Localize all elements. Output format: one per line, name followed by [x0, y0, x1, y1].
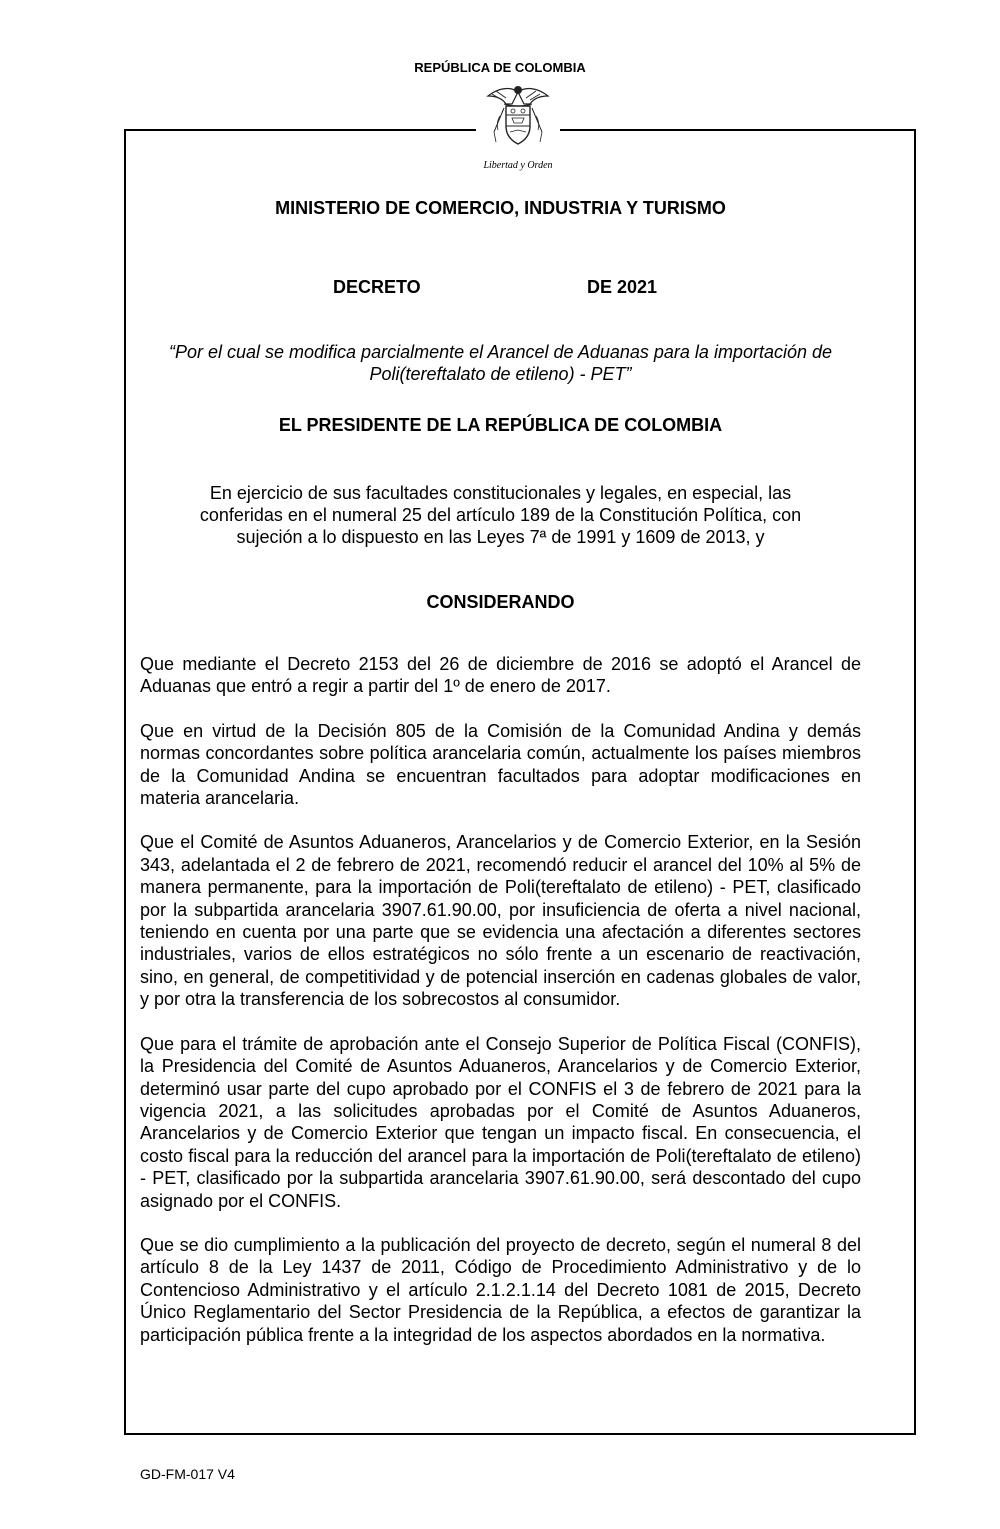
considering-paragraph: Que se dio cumplimiento a la publicación del proyecto de decreto, según el numeral 8 del artículo 8 de la Ley 1437 de 2011, Código de Procedimiento Administrativo y de lo Contencioso Administrativo y el artículo 2.1.2.1.14 del Decreto 1081 de 2015, Decreto Único Reglamentario del Sector Presidencia de la República, a efectos de garantizar la participación pública frente a la integridad de los aspectos abordados en la normativa.: [140, 1234, 861, 1345]
faculties-text: En ejercicio de sus facultades constitucionales y legales, en especial, las conferidas en el numeral 25 del artículo 189 de la Constitución Política, con sujeción a lo dispuesto en las Leyes 7ª de 1991 y 1609 de 2013, y: [199, 483, 802, 547]
decree-label: DECRETO: [333, 277, 421, 297]
form-code: GD-FM-017 V4: [140, 1466, 235, 1482]
considering-paragraph: Que para el trámite de aprobación ante el Consejo Superior de Política Fiscal (CONFIS), la Presidencia del Comité de Asuntos Aduaneros, Arancelarios y de Comercio Exterior, determinó usar parte del cupo aprobado por el CONFIS el 3 de febrero de 2021 para la vigencia 2021, a las solicitudes aprobadas por el Comité de Asuntos Aduaneros, Arancelarios y de Comercio Exterior que tengan un impacto fiscal. En consecuencia, el costo fiscal para la reducción del arancel para la importación de Poli(tereftalato de etileno) - PET, clasificado por la subpartida arancelaria 3907.61.90.00, será descontado del cupo asignado por el CONFIS.: [140, 1033, 861, 1211]
colombia-coat-of-arms-icon: [482, 82, 554, 162]
document-body: [140, 198, 861, 1346]
considering-paragraph: Que mediante el Decreto 2153 del 26 de diciembre de 2016 se adoptó el Arancel de Aduanas que entró a regir a partir del 1º de enero de 2017.: [140, 654, 861, 697]
considering-paragraph: Que el Comité de Asuntos Aduaneros, Arancelarios y de Comercio Exterior, en la Sesión 343, adelantada el 2 de febrero de 2021, recomendó reducir el arancel del 10% al 5% de manera permanente, para la importación de Poli(tereftalato de etileno) - PET, clasificado por la subpartida arancelaria 3907.61.90.00, por insuficiencia de oferta a nivel nacional, teniendo en cuenta por una parte que se evidencia una afectación a diferentes sectores industriales, varios de ellos estratégicos no sólo frente a un escenario de reactivación, sino, en general, de competitividad y de potencial inserción en cadenas globales de valor, y por otra la transferencia de los sobrecostos al consumidor.: [140, 832, 861, 1010]
decree-line: [140, 277, 861, 299]
considering-paragraph: Que en virtud de la Decisión 805 de la Comisión de la Comunidad Andina y demás normas concordantes sobre política arancelaria común, actualmente los países miembros de la Comunidad Andina se encuentran facultados para adoptar modificaciones en materia arancelaria.: [140, 720, 861, 809]
ministry-title: MINISTERIO DE COMERCIO, INDUSTRIA Y TURISMO: [275, 198, 726, 218]
country-header: REPÚBLICA DE COLOMBIA: [414, 60, 586, 75]
seal-motto: Libertad y Orden: [483, 160, 553, 171]
decree-subject: “Por el cual se modifica parcialmente el Arancel de Aduanas para la importación de Poli(tereftalato de etileno) - PET”: [168, 342, 833, 384]
decree-year: DE 2021: [587, 277, 658, 297]
coat-of-arms: [478, 82, 558, 182]
issuer-title: EL PRESIDENTE DE LA REPÚBLICA DE COLOMBIA: [278, 415, 723, 435]
considering-heading: CONSIDERANDO: [426, 592, 575, 612]
